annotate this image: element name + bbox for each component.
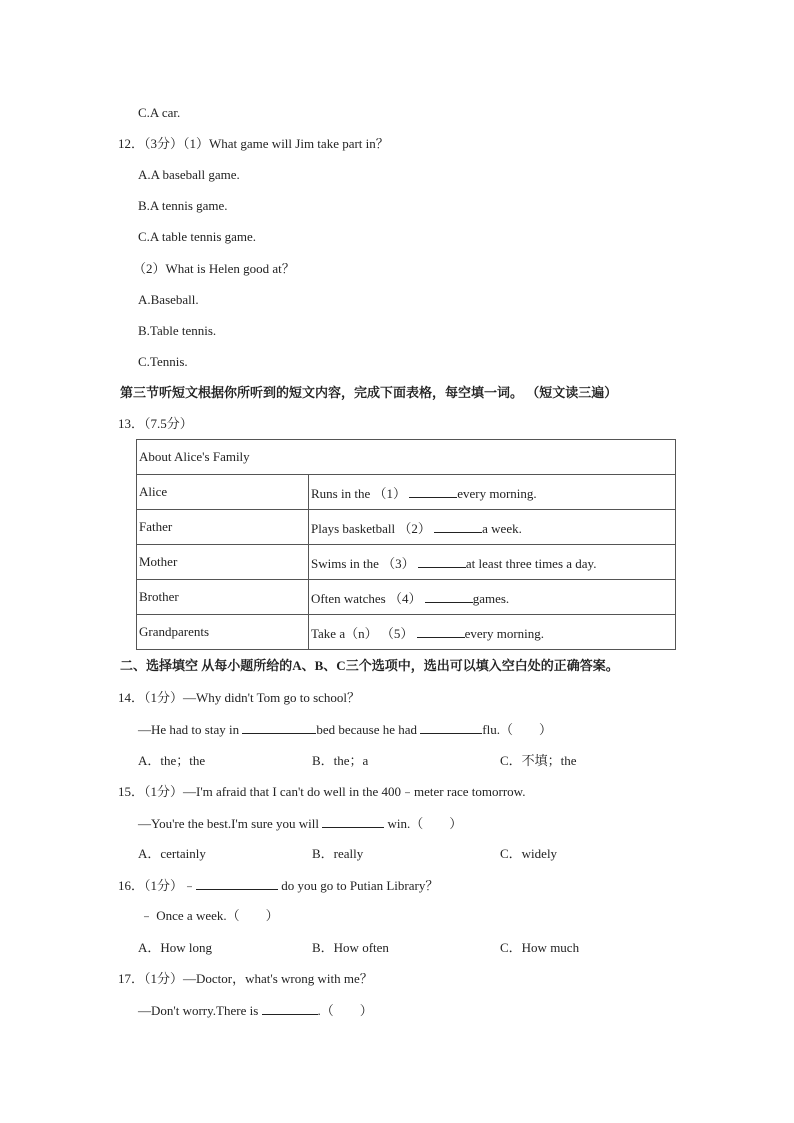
activity-cell (309, 475, 676, 510)
q12-sub2-option-b: B.Table tennis. (138, 323, 217, 338)
person-cell: Alice (137, 475, 309, 510)
person-cell: Father (137, 510, 309, 545)
q16-blank[interactable] (196, 877, 278, 890)
table-row (137, 615, 676, 650)
q16-stem (118, 877, 438, 894)
q16-text-a: 16．（1分）﹣ (118, 878, 197, 893)
q12-sub2-option-a: A.Baseball. (138, 292, 199, 307)
q12-sub2-option-c: C.Tennis. (138, 354, 188, 369)
person-cell: Grandparents (137, 615, 309, 650)
q14-option-c[interactable]: C．不填；the (500, 753, 577, 768)
answer-blank[interactable] (418, 555, 466, 568)
q14-text-c: flu.（ ） (482, 722, 552, 737)
q16-text-b: do you go to Putian Library？ (281, 878, 439, 893)
q14-blank-2[interactable] (420, 721, 482, 734)
activity-tail: games. (472, 590, 510, 606)
q12-sub2-stem: （2）What is Helen good at？ (133, 261, 295, 276)
table-row (137, 580, 676, 615)
q14-blank-1[interactable] (242, 721, 316, 734)
table-title-row (137, 440, 676, 475)
answer-blank[interactable] (409, 485, 457, 498)
q14-stem: 14．（1分）—Why didn't Tom go to school？ (118, 690, 361, 705)
q12-sub1-option-a: A.A baseball game. (138, 167, 240, 182)
activity-text: Swims in the （3） (311, 555, 415, 571)
answer-blank[interactable] (425, 590, 473, 603)
activity-text: Take a（n） （5） (311, 625, 414, 641)
activity-tail: at least three times a day. (465, 555, 597, 571)
q17-answer-line (138, 1002, 373, 1019)
q16-option-b[interactable]: B．How often (312, 940, 389, 955)
activity-tail: every morning. (464, 625, 545, 641)
q13-stem: 13．（7.5分） (118, 416, 193, 431)
q17-stem: 17．（1分）—Doctor，what's wrong with me？ (118, 971, 373, 986)
table-row (137, 545, 676, 580)
q14-answer-line (138, 721, 552, 738)
table-row (137, 475, 676, 510)
activity-tail: a week. (482, 520, 522, 536)
q14-text-b: bed because he had (316, 722, 418, 737)
q12-stem: 12．（3分）（1）What game will Jim take part in？ (118, 136, 389, 151)
q12-sub1-option-b: B.A tennis game. (138, 198, 228, 213)
answer-blank[interactable] (434, 520, 482, 533)
q15-text-a: —You're the best.I'm sure you will (138, 816, 320, 831)
q16-option-c[interactable]: C．How much (500, 940, 580, 955)
q15-blank[interactable] (322, 815, 384, 828)
activity-cell (309, 545, 676, 580)
activity-cell (309, 510, 676, 545)
q14-text-a: —He had to stay in (138, 722, 240, 737)
section3-heading: 第三节听短文根据你所听到的短文内容，完成下面表格，每空填一词。 （短文读三遍） (120, 385, 618, 400)
part2-heading: 二、选择填空 从每小题所给的A、B、C三个选项中，选出可以填入空白处的正确答案。 (120, 658, 619, 673)
activity-cell (309, 615, 676, 650)
q16-reply: ﹣ Once a week.（ ） (140, 908, 279, 923)
answer-blank[interactable] (417, 625, 465, 638)
q15-stem: 15．（1分）—I'm afraid that I can't do well in the 400﹣meter race tomorrow. (118, 784, 526, 799)
q17-text-b: .（ ） (317, 1003, 373, 1018)
q12-sub1-option-c: C.A table tennis game. (138, 229, 257, 244)
table-title: About Alice's Family (137, 440, 676, 475)
activity-cell (309, 580, 676, 615)
q11-option-c: C.A car. (138, 105, 181, 120)
q15-option-b[interactable]: B．really (312, 846, 364, 861)
table-row (137, 510, 676, 545)
activity-text: Runs in the （1） (311, 485, 406, 501)
q15-text-b: win.（ ） (387, 816, 463, 831)
person-cell: Brother (137, 580, 309, 615)
q15-option-c[interactable]: C．widely (500, 846, 558, 861)
q16-option-a[interactable]: A．How long (138, 940, 213, 955)
q15-answer-line (138, 815, 462, 832)
q17-text-a: —Don't worry.There is (138, 1003, 259, 1018)
person-cell: Mother (137, 545, 309, 580)
q14-option-b[interactable]: B．the；a (312, 753, 369, 768)
activity-text: Plays basketball （2） (311, 520, 431, 536)
q14-option-a[interactable]: A．the；the (138, 753, 206, 768)
activity-tail: every morning. (457, 485, 537, 501)
q17-blank[interactable] (262, 1002, 318, 1015)
activity-text: Often watches （4） (311, 590, 422, 606)
family-table (136, 439, 676, 650)
q15-option-a[interactable]: A．certainly (138, 846, 206, 861)
